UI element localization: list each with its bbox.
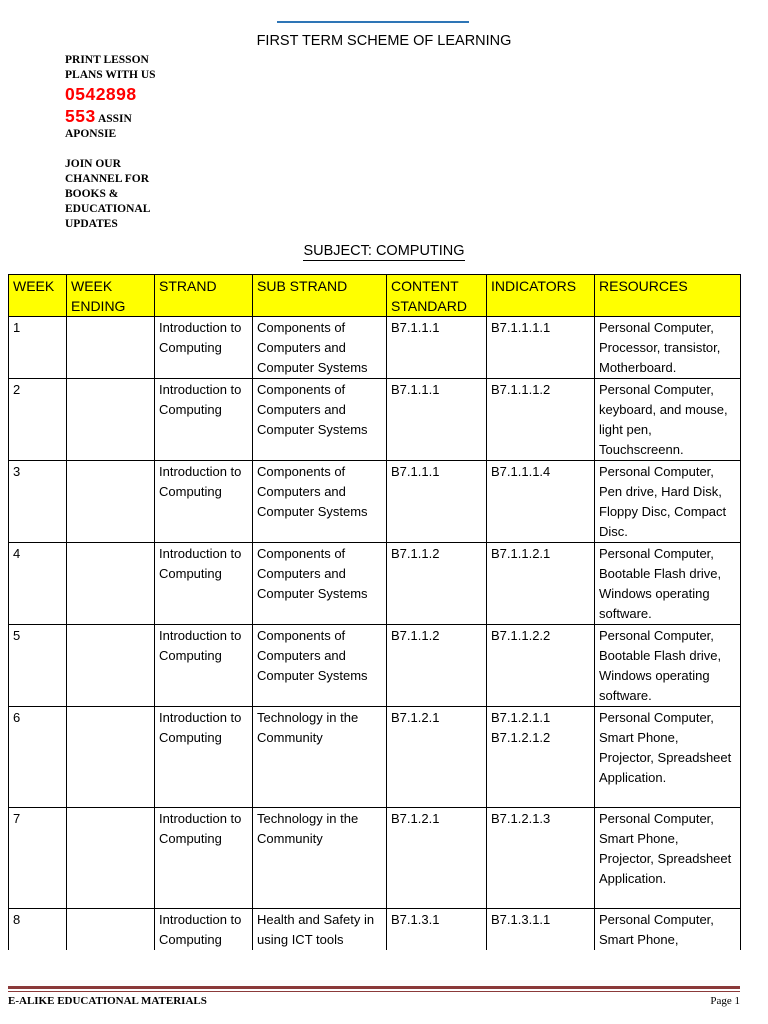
cell-week: 8 [9,909,67,951]
cell-indicators: B7.1.1.1.2 [487,379,595,461]
cell-indicators: B7.1.2.1.1 B7.1.2.1.2 [487,707,595,808]
cell-content-standard: B7.1.3.1 [387,909,487,951]
header-week: WEEK [9,275,67,317]
table-row [9,317,741,379]
header-strand: STRAND [155,275,253,317]
cell-resources: Personal Computer, keyboard, and mouse, light pen, Touchscreenn. [595,379,741,461]
cell-indicators: B7.1.1.2.1 [487,543,595,625]
table-row [9,379,741,461]
cell-indicators: B7.1.2.1.3 [487,808,595,909]
header-resources: RESOURCES [595,275,741,317]
cell-resources: Personal Computer, Processor, transistor, Motherboard. [595,317,741,379]
table-row [9,808,741,909]
cell-content-standard: B7.1.1.2 [387,543,487,625]
cell-strand: Introduction to Computing [155,379,253,461]
cell-strand: Introduction to Computing [155,909,253,951]
subject-heading: SUBJECT: COMPUTING [303,243,465,259]
cell-content-standard: B7.1.1.1 [387,317,487,379]
cell-sub-strand: Components of Computers and Computer Systems [253,461,387,543]
footer-publisher: E-ALIKE EDUCATIONAL MATERIALS [8,995,207,1007]
cell-content-standard: B7.1.1.2 [387,625,487,707]
table-row [9,707,741,808]
cell-strand: Introduction to Computing [155,808,253,909]
cell-week-ending [67,625,155,707]
cell-sub-strand: Technology in the Community [253,707,387,808]
cell-week: 7 [9,808,67,909]
cell-content-standard: B7.1.1.1 [387,379,487,461]
table-row [9,625,741,707]
title-top-rule [277,21,469,23]
cell-week-ending [67,808,155,909]
header-sub-strand: SUB STRAND [253,275,387,317]
header-week-ending: WEEK ENDING [67,275,155,317]
promo-location: ASSIN APONSIE [65,113,132,140]
table-row [9,461,741,543]
cell-content-standard: B7.1.2.1 [387,707,487,808]
promo-block [65,53,160,232]
cell-content-standard: B7.1.1.1 [387,461,487,543]
cell-week-ending [67,461,155,543]
cell-week: 2 [9,379,67,461]
scheme-table [8,274,741,950]
cell-sub-strand: Components of Computers and Computer Systems [253,625,387,707]
cell-indicators: B7.1.1.2.2 [487,625,595,707]
cell-week: 1 [9,317,67,379]
header-content-standard: CONTENT STANDARD [387,275,487,317]
cell-sub-strand: Technology in the Community [253,808,387,909]
promo-print-text: PRINT LESSON PLANS WITH US [65,54,156,81]
cell-content-standard: B7.1.2.1 [387,808,487,909]
header-indicators: INDICATORS [487,275,595,317]
cell-indicators: B7.1.1.1.4 [487,461,595,543]
table-row [9,543,741,625]
cell-week: 6 [9,707,67,808]
footer-rule-thin [8,991,740,992]
footer-rule [8,986,740,989]
cell-week-ending [67,909,155,951]
cell-strand: Introduction to Computing [155,317,253,379]
cell-week: 3 [9,461,67,543]
document-title: FIRST TERM SCHEME OF LEARNING [256,33,512,49]
cell-week: 5 [9,625,67,707]
table-header-row [9,275,741,317]
cell-indicators: B7.1.1.1.1 [487,317,595,379]
cell-resources: Personal Computer, Bootable Flash drive, Windows operating software. [595,625,741,707]
cell-sub-strand: Health and Safety in using ICT tools [253,909,387,951]
table-row [9,909,741,951]
cell-strand: Introduction to Computing [155,625,253,707]
cell-week-ending [67,707,155,808]
cell-sub-strand: Components of Computers and Computer Systems [253,379,387,461]
cell-week-ending [67,379,155,461]
cell-week-ending [67,543,155,625]
cell-indicators: B7.1.3.1.1 [487,909,595,951]
promo-channel-text: JOIN OUR CHANNEL FOR BOOKS & EDUCATIONAL UPDATES [65,158,150,230]
cell-week-ending [67,317,155,379]
cell-sub-strand: Components of Computers and Computer Systems [253,317,387,379]
cell-resources: Personal Computer, Smart Phone, [595,909,741,951]
cell-strand: Introduction to Computing [155,707,253,808]
cell-week: 4 [9,543,67,625]
footer-page-number: Page 1 [710,995,740,1007]
cell-resources: Personal Computer, Bootable Flash drive, Windows operating software. [595,543,741,625]
cell-strand: Introduction to Computing [155,461,253,543]
cell-resources: Personal Computer, Smart Phone, Projector, Spreadsheet Application. [595,707,741,808]
promo-phone: 0542898 553 [65,84,137,126]
cell-sub-strand: Components of Computers and Computer Systems [253,543,387,625]
cell-resources: Personal Computer, Pen drive, Hard Disk, Floppy Disc, Compact Disc. [595,461,741,543]
cell-strand: Introduction to Computing [155,543,253,625]
cell-resources: Personal Computer, Smart Phone, Projector, Spreadsheet Application. [595,808,741,909]
